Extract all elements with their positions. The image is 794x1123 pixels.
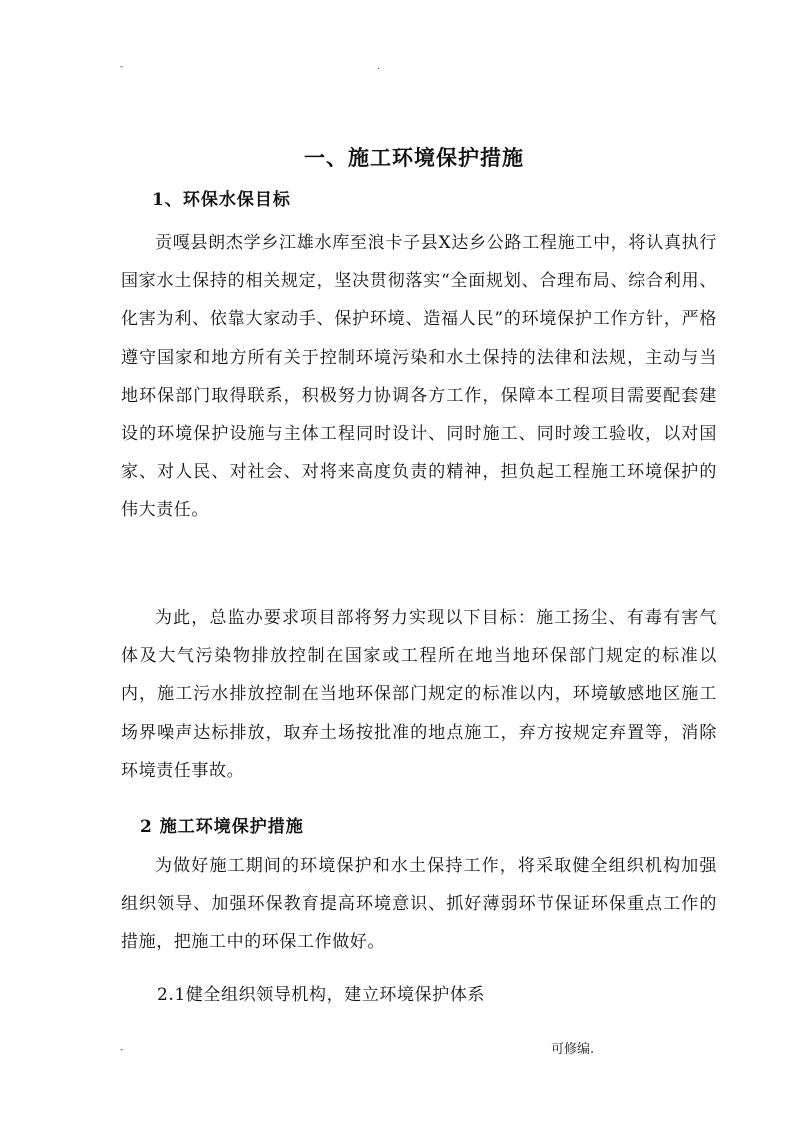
corner-mark-bottom-left: -: [120, 1045, 124, 1055]
paragraph-measures-intro: 为做好施工期间的环境保护和水土保持工作，将采取健全组织机构加强组织领导、加强环保教育提高环境意识、抓好薄弱环节保证环保重点工作的措施，把施工中的环保工作做好。: [121, 856, 717, 953]
subsection-heading-2-1: 2.1健全组织领导机构，建立环境保护体系: [157, 985, 486, 1005]
paragraph-goal-targets: 为此，总监办要求项目部将努力实现以下目标：施工扬尘、有毒有害气体及大气污染物排放控制在国家或工程所在地当地环保部门规定的标准以内，施工污水排放控制在当地环保部门规定的标准以内，环境敏感地区施工场界噪声达标排放，取弃土场按批准的地点施工，弃方按规定弃置等，消除环境责任事故。: [121, 608, 717, 781]
section-heading-1: 1、环保水保目标: [152, 190, 291, 210]
corner-mark-top-center: .: [377, 62, 380, 72]
document-title: 一、施工环境保护措施: [304, 145, 524, 170]
corner-mark-top-left: -: [120, 62, 124, 72]
section-heading-2: 2 施工环境保护措施: [140, 817, 304, 837]
footer-editable-note: 可修编.: [551, 1042, 595, 1057]
paragraph-goal-intro: 贡嘎县朗杰学乡江雄水库至浪卡子县X达乡公路工程施工中，将认真执行国家水土保持的相关规定，坚决贯彻落实“全面规划、合理布局、综合利用、化害为利、依靠大家动手、保护环境、造福人民”的环境保护工作方针，严格遵守国家和地方所有关于控制环境污染和水土保持的法律和法规，主动与当地环保部门取得联系，积极努力协调各方工作，保障本工程项目需要配套建设的环境保护设施与主体工程同时设计、同时施工、同时竣工验收，以对国家、对人民、对社会、对将来高度负责的精神，担负起工程施工环境保护的伟大责任。: [121, 233, 717, 521]
